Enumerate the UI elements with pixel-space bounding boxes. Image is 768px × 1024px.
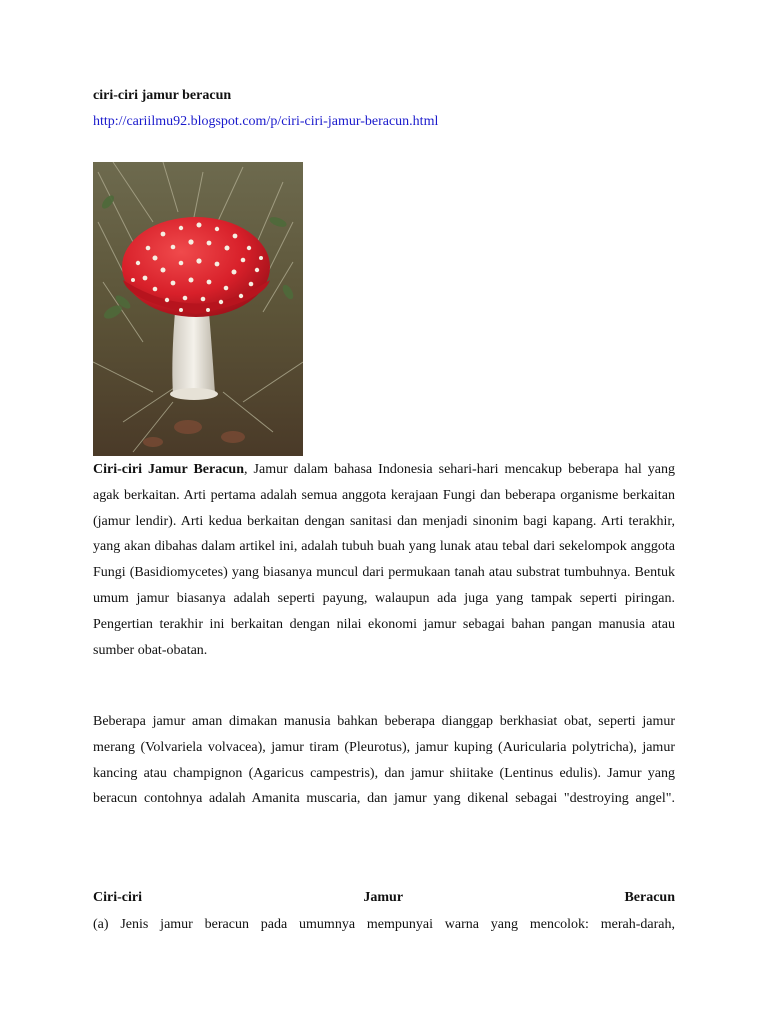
amanita-muscaria-illustration (93, 162, 303, 456)
intro-lead: Ciri-ciri Jamur Beracun (93, 462, 245, 477)
intro-paragraph (93, 457, 675, 663)
edible-paragraph: Beberapa jamur aman dimakan manusia bahkan beberapa dianggap berkhasiat obat, seperti jamur merang (Volvariela volvacea), jamur tiram (Pleurotus), jamur kuping (Auricularia polytricha), jamur kancing atau champignon (Agaricus campestris), dan jamur shiitake (Lentinus edulis). Jamur yang beracun contohnya adalah Amanita muscaria, dan jamur yang dikenal sebagai "destroying angel". (93, 714, 675, 807)
section-heading-word-3: Beracun (624, 890, 675, 905)
intro-text: , Jamur dalam bahasa Indonesia sehari-hari mencakup beberapa hal yang agak berkaitan. Arti pertama adalah semua anggota kerajaan Fungi dan beberapa organisme berkaitan (jamur lendir). Arti kedua berkaitan dengan sanitasi dan menjadi sinonim bagi kapang. Arti terakhir, yang akan dibahas dalam artikel ini, adalah tubuh buah yang lunak atau tebal dari sekelompok anggota Fungi (Basidiomycetes) yang biasanya muncul dari permukaan tanah atau substrat tumbuhnya. Bentuk umum jamur biasanya adalah seperti payung, walaupun ada juga yang tampak seperti piringan. Pengertian terakhir ini berkaitan dengan nilai ekonomi jamur sebagai bahan pangan manusia atau sumber obat-obatan. (93, 462, 675, 658)
section-heading-word-2: Jamur (363, 890, 404, 905)
mushroom-photo (93, 162, 303, 456)
trait-paragraph: (a) Jenis jamur beracun pada umumnya mempunyai warna yang mencolok: merah-darah, (93, 917, 675, 932)
source-link[interactable]: http://cariilmu92.blogspot.com/p/ciri-ciri-jamur-beracun.html (93, 114, 439, 129)
document-title: ciri-ciri jamur beracun (93, 88, 232, 103)
section-heading-word-1: Ciri-ciri (93, 890, 142, 905)
section-heading (93, 888, 675, 908)
